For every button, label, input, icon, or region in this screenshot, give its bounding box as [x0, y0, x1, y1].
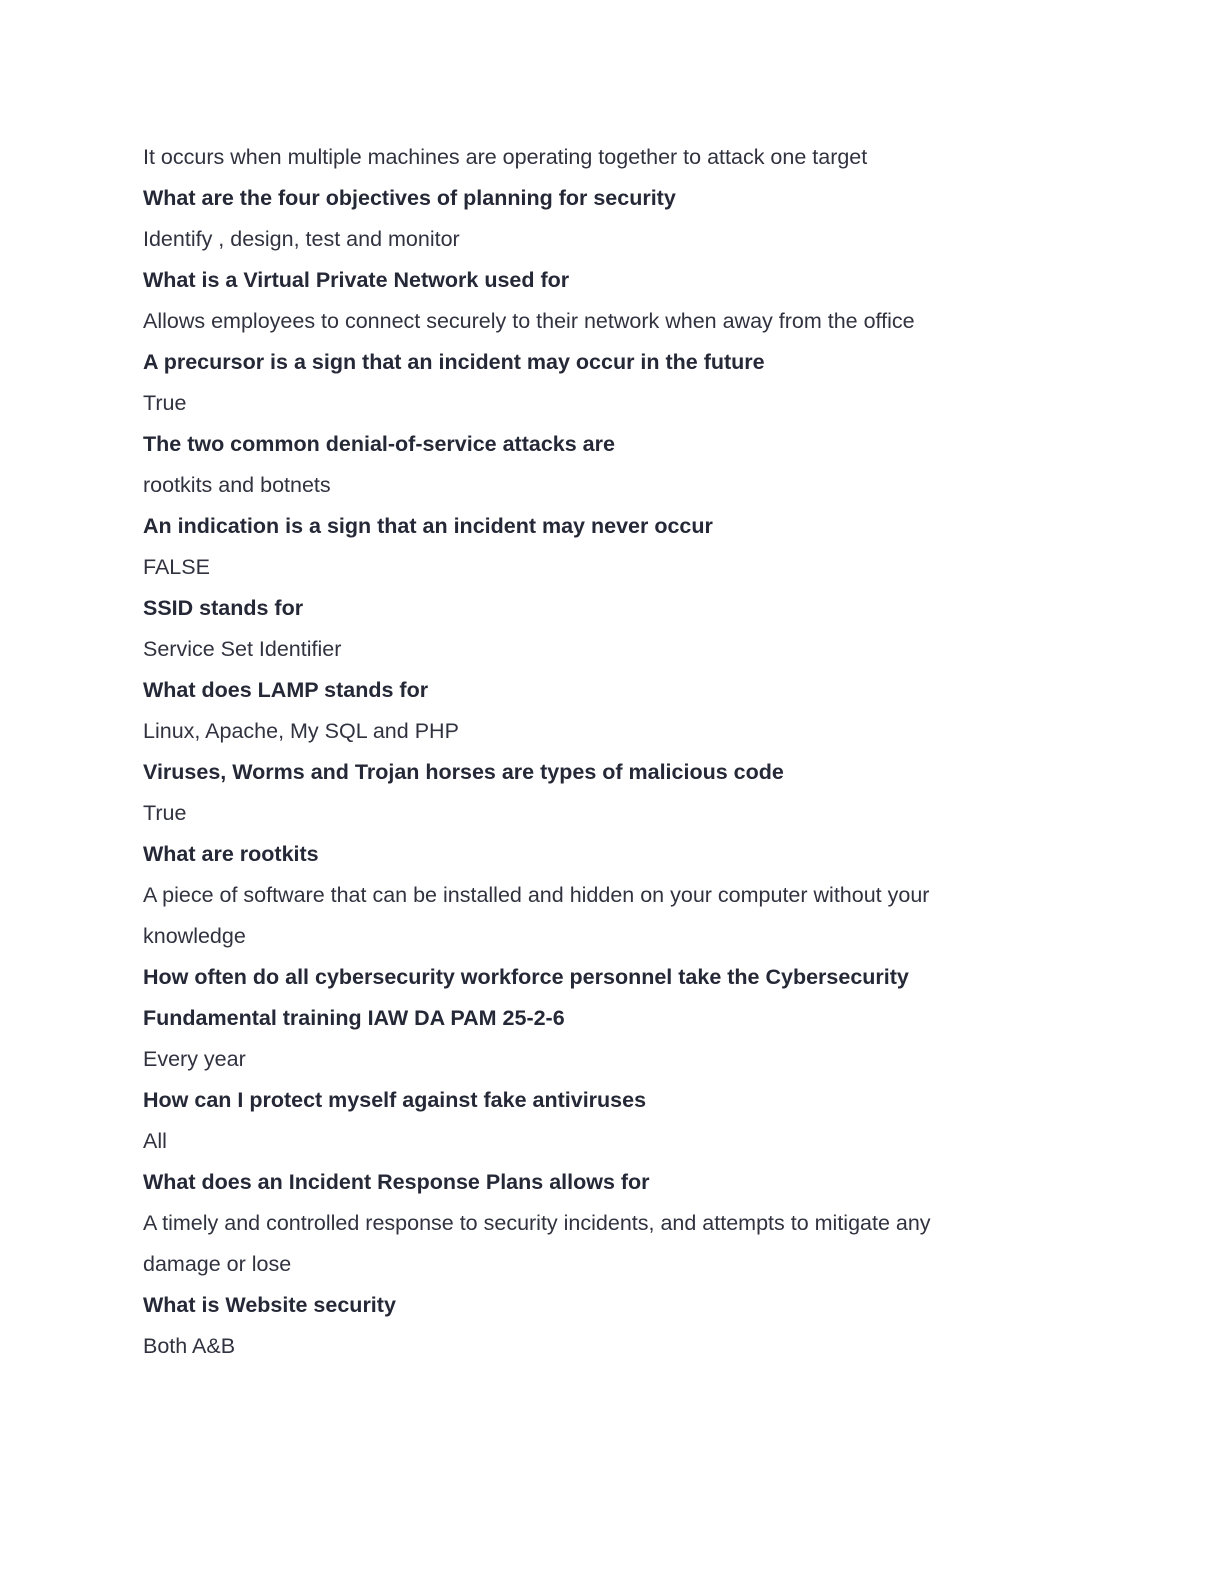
document-body	[143, 137, 1103, 1367]
answer-text: True	[143, 391, 187, 415]
answer-text: Allows employees to connect securely to their network when away from the office	[143, 309, 915, 333]
question-text: The two common denial-of-service attacks are	[143, 432, 615, 456]
answer-text: It occurs when multiple machines are operating together to attack one target	[143, 145, 868, 169]
question-text: Fundamental training IAW DA PAM 25-2-6	[143, 1006, 565, 1030]
question-text: What are the four objectives of planning for security	[143, 186, 676, 210]
answer-text: A piece of software that can be installed and hidden on your computer without your	[143, 883, 930, 907]
answer-text: Every year	[143, 1047, 246, 1071]
answer-text: rootkits and botnets	[143, 473, 331, 497]
answer-text: A timely and controlled response to security incidents, and attempts to mitigate any	[143, 1211, 931, 1235]
question-text: How can I protect myself against fake antiviruses	[143, 1088, 647, 1112]
answer-text: knowledge	[143, 924, 246, 948]
question-text: A precursor is a sign that an incident may occur in the future	[143, 350, 765, 374]
question-text: How often do all cybersecurity workforce personnel take the Cybersecurity	[143, 965, 909, 989]
answer-text: Identify , design, test and monitor	[143, 227, 460, 251]
answer-text: True	[143, 801, 187, 825]
question-text: What is Website security	[143, 1293, 396, 1317]
answer-text: damage or lose	[143, 1252, 292, 1276]
question-text: Viruses, Worms and Trojan horses are types of malicious code	[143, 760, 784, 784]
answer-text: FALSE	[143, 555, 210, 579]
question-text: What does LAMP stands for	[143, 678, 429, 702]
answer-text: Both A&B	[143, 1334, 236, 1358]
answer-text: Linux, Apache, My SQL and PHP	[143, 719, 459, 743]
question-text: What is a Virtual Private Network used for	[143, 268, 570, 292]
answer-text: Service Set Identifier	[143, 637, 342, 661]
answer-text: All	[143, 1129, 167, 1153]
question-text: What are rootkits	[143, 842, 319, 866]
question-text: An indication is a sign that an incident may never occur	[143, 514, 713, 538]
question-text: SSID stands for	[143, 596, 304, 620]
question-text: What does an Incident Response Plans allows for	[143, 1170, 650, 1194]
